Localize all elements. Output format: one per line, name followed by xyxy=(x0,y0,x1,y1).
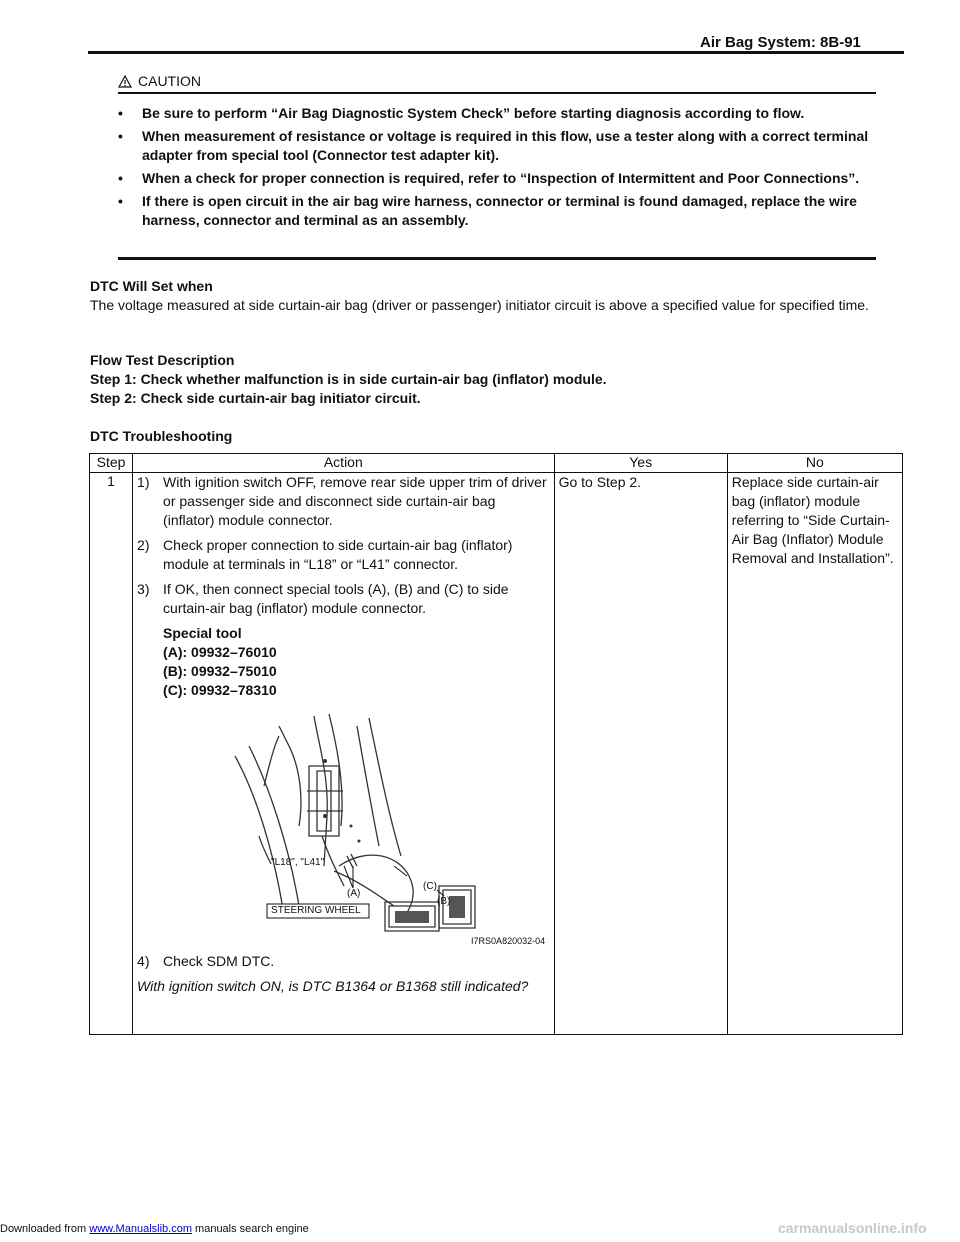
column-header-step: Step xyxy=(90,454,133,473)
caution-label: CAUTION xyxy=(138,73,201,89)
flow-step-2: Step 2: Check side curtain-air bag initiator circuit. xyxy=(90,390,421,406)
troubleshooting-heading: DTC Troubleshooting xyxy=(90,428,233,444)
dtc-set-text: The voltage measured at side curtain-air bag (driver or passenger) initiator circuit is above a specified value for specified time. xyxy=(90,297,869,313)
flow-step-1: Step 1: Check whether malfunction is in side curtain-air bag (inflator) module. xyxy=(90,371,607,387)
caution-bullet: • When measurement of resistance or voltage is required in this flow, use a tester along with a correct terminal adapter from special tool (Connector test adapter kit). xyxy=(118,128,869,163)
page-header-title: Air Bag System: 8B-91 xyxy=(700,34,861,51)
column-header-no: No xyxy=(727,454,902,473)
special-tool-c: (C): 09932–78310 xyxy=(163,682,277,698)
figure-code: I7RS0A820032-04 xyxy=(471,936,546,946)
column-header-yes: Yes xyxy=(554,454,727,473)
step-number: 1 xyxy=(90,473,133,1035)
decision-question: With ignition switch ON, is DTC B1364 or B1368 still indicated? xyxy=(137,978,529,994)
special-tool-a: (A): 09932–76010 xyxy=(163,644,277,660)
header-rule xyxy=(88,51,904,54)
caution-top-rule xyxy=(118,92,876,94)
no-cell: Replace side curtain-air bag (inflator) module referring to “Side Curtain-Air Bag (Inflator) Module Removal and Installation”. xyxy=(727,473,902,1035)
action-cell xyxy=(133,473,555,1035)
special-tool-b: (B): 09932–75010 xyxy=(163,663,277,679)
caution-bullet: • Be sure to perform “Air Bag Diagnostic System Check” before starting diagnosis according to flow. xyxy=(118,105,805,121)
table-row xyxy=(90,473,903,1035)
yes-cell: Go to Step 2. xyxy=(554,473,727,1035)
special-tool-block xyxy=(137,624,550,700)
dtc-set-heading: DTC Will Set when xyxy=(90,278,213,294)
caution-bullet: • When a check for proper connection is required, refer to “Inspection of Intermittent and Poor Connections”. xyxy=(118,170,860,186)
connection-illustration xyxy=(139,706,547,950)
caution-bullet-list xyxy=(118,104,878,234)
figure-label-steering-wheel: STEERING WHEEL xyxy=(271,905,361,916)
action-item: 2) Check proper connection to side curtain-air bag (inflator) module at terminals in “L18” or “L41” connector. xyxy=(137,537,513,572)
action-item: 4) Check SDM DTC. xyxy=(137,953,275,969)
troubleshooting-table xyxy=(89,453,903,1035)
manualslib-link[interactable]: www.Manualslib.com xyxy=(89,1223,192,1235)
download-footer: Downloaded from www.Manualslib.com manuals search engine xyxy=(0,1223,309,1235)
special-tool-title: Special tool xyxy=(163,625,242,641)
figure-label-b: (B) xyxy=(437,896,451,907)
action-item: 1) With ignition switch OFF, remove rear side upper trim of driver or passenger side and disconnect side curtain-air bag (inflator) module connector. xyxy=(137,474,547,528)
caution-bullet: • If there is open circuit in the air bag wire harness, connector or terminal is found damaged, replace the wire harness, connector and terminal as an assembly. xyxy=(118,193,857,228)
figure-label-c: (C) xyxy=(423,881,437,892)
action-item: 3) If OK, then connect special tools (A), (B) and (C) to side curtain-air bag (inflator) module connector. xyxy=(137,581,509,616)
column-header-action: Action xyxy=(133,454,555,473)
figure-label-a: (A) xyxy=(347,888,361,899)
watermark: carmanualsonline.info xyxy=(778,1220,927,1236)
caution-bottom-rule xyxy=(118,257,876,260)
caution-heading xyxy=(118,73,201,89)
figure-label-terminals: "L18", "L41" xyxy=(271,857,325,868)
flow-heading: Flow Test Description xyxy=(90,352,235,368)
warning-triangle-icon xyxy=(118,75,132,88)
table-header-row xyxy=(90,454,903,473)
